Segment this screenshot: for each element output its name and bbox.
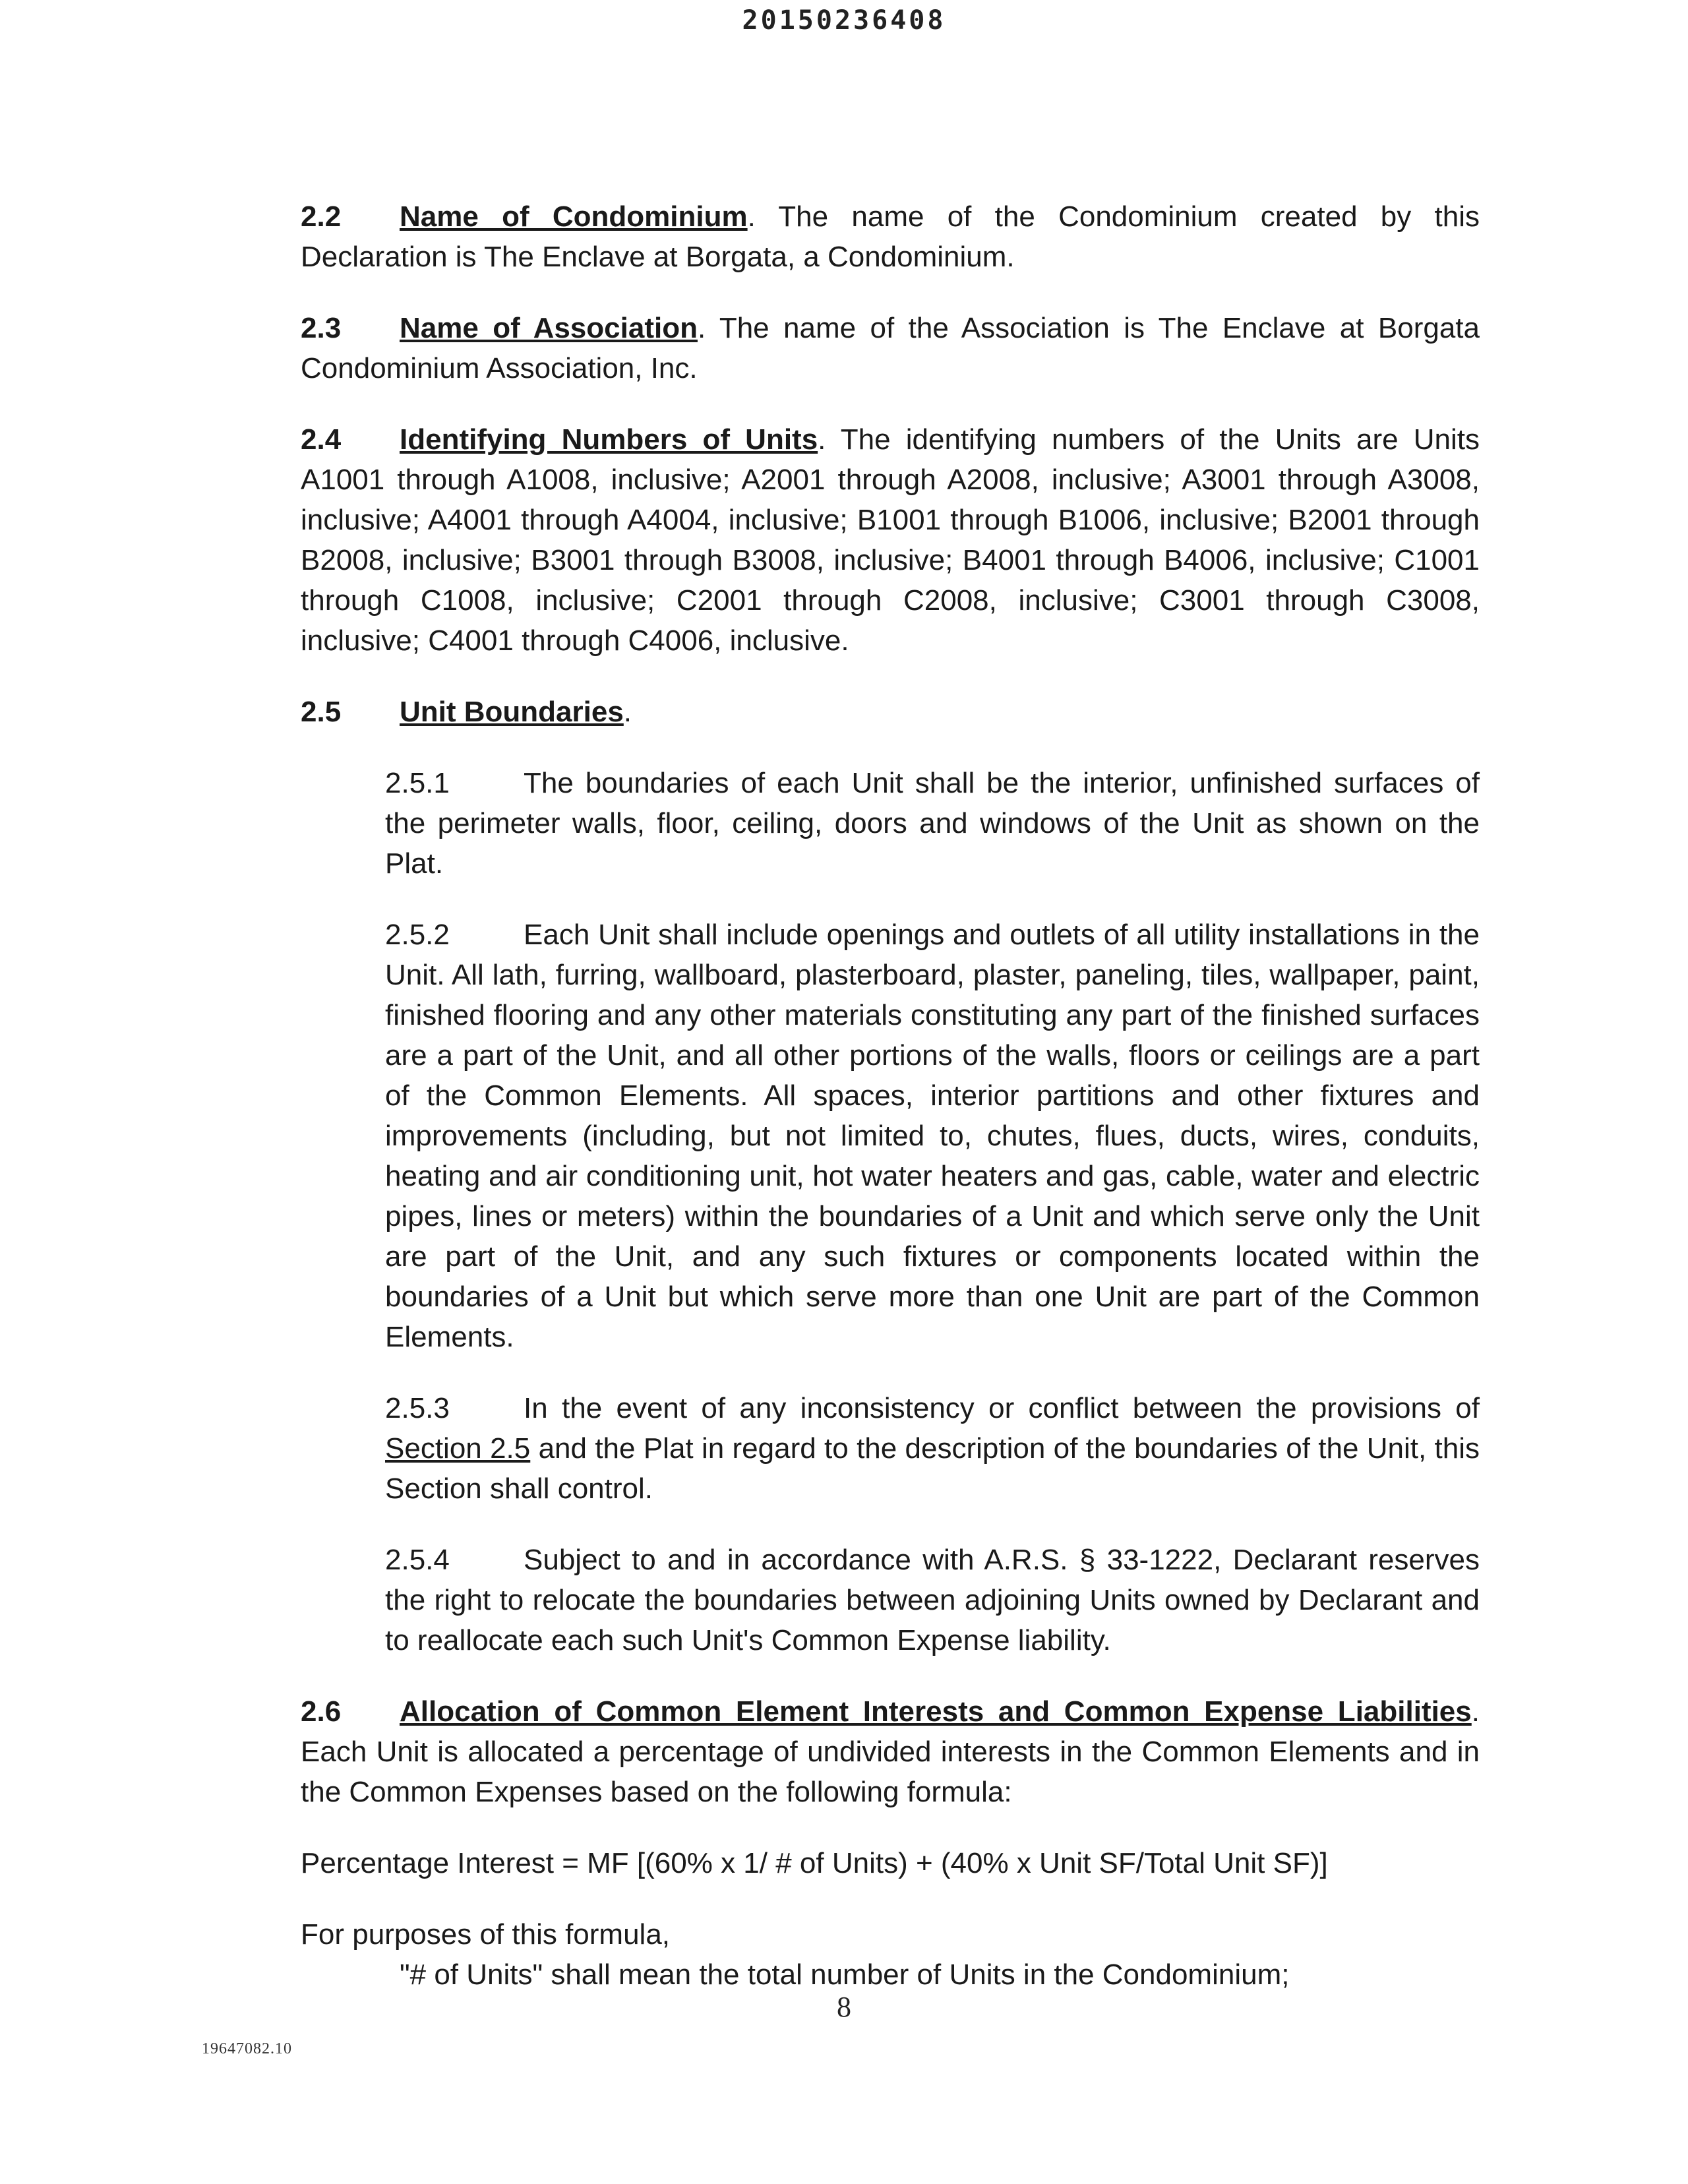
page-number: 8 [837,1991,851,2023]
section-2-5-3 [200,1388,1480,1509]
section-2-6 [200,1691,1480,1812]
section-text: . The identifying numbers of the Units are Units A1001 through A1008, inclusive; A2001 through A2008, inclusive; A3001 through A3008, inclusive; A4001 through A4004, inclusive; B1001 through B1006, inclusive; B2001 through B2008, inclusive; B3001 through B3008, inclusive; B4001 through B4006, inclusive; C1001 through C1008, inclusive; C2001 through C2008, inclusive; C3001 through C3008, inclusive; C4001 through C4006, inclusive. [301,423,1480,657]
document-id: 19647082.10 [202,2040,292,2057]
percentage-interest-formula: Percentage Interest = MF [(60% x 1/ # of Units) + (40% x Unit SF/Total Unit SF)] [301,1847,1328,1879]
document-body [200,197,1480,1995]
section-heading: Allocation of Common Element Interests and Common Expense Liabilities [400,1695,1472,1728]
section-2-5-1 [200,763,1480,884]
subsection-number: 2.5.1 [385,767,450,799]
section-number: 2.2 [301,200,342,233]
subsection-number: 2.5.4 [385,1544,450,1576]
recording-number: 20150236408 [742,5,946,36]
section-number: 2.6 [301,1695,342,1728]
subsection-number: 2.5.3 [385,1392,450,1424]
subsection-number: 2.5.2 [385,919,450,951]
section-heading: Name of Association [400,312,698,344]
subsection-text: The boundaries of each Unit shall be the interior, unfinished surfaces of the perimeter walls, floor, ceiling, doors and windows of the Unit as shown on the Plat. [385,767,1480,880]
section-2-2 [200,197,1480,277]
section-text: . The name of the Association is The Enclave at Borgata Condominium Association, Inc. [301,312,1480,384]
formula-purposes-intro: For purposes of this formula, [301,1918,671,1951]
section-2-5 [200,692,1480,732]
section-2-3 [200,308,1480,388]
section-punct: . [623,696,632,728]
section-text: . Each Unit is allocated a percentage of undivided interests in the Common Elements and in the Common Expenses based on the following formula: [301,1695,1480,1808]
subsection-text: Each Unit shall include openings and outlets of all utility installations in the Unit. All lath, furring, wallboard, plasterboard, plaster, paneling, tiles, wallpaper, paint, finished flooring and any other materials constituting any part of the finished surfaces are a part of the Unit, and all other portions of the walls, floors or ceilings are a part of the Common Elements. All spaces, interior partitions and other fixtures and improvements (including, but not limited to, chutes, flues, ducts, wires, conduits, heating and air conditioning unit, hot water heaters and gas, cable, water and electric pipes, lines or meters) within the boundaries of a Unit and which serve only the Unit are part of the Unit, and any such fixtures or components located within the boundaries of a Unit but which serve more than one Unit are part of the Common Elements. [385,919,1480,1353]
section-number: 2.4 [301,423,342,456]
section-2-4 [200,419,1480,661]
section-cross-reference: Section 2.5 [385,1432,531,1465]
subsection-text-after: and the Plat in regard to the description of the boundaries of the Unit, this Section shall control. [385,1432,1480,1505]
section-2-5-4 [200,1540,1480,1660]
section-heading: Name of Condominium [400,200,748,233]
subsection-text: Subject to and in accordance with A.R.S. § 33-1222, Declarant reserves the right to relocate the boundaries between adjoining Units owned by Declarant and to reallocate each such Unit's Common Expense liability. [385,1544,1480,1656]
subsection-text-before: In the event of any inconsistency or conflict between the provisions of [524,1392,1480,1424]
section-heading: Identifying Numbers of Units [400,423,818,456]
units-definition: "# of Units" shall mean the total number of Units in the Condominium; [400,1958,1290,1991]
section-number: 2.3 [301,312,342,344]
section-2-5-2 [200,915,1480,1357]
section-text: . The name of the Condominium created by this Declaration is The Enclave at Borgata, a Condominium. [301,200,1480,273]
section-number: 2.5 [301,696,342,728]
section-heading: Unit Boundaries [400,696,624,728]
